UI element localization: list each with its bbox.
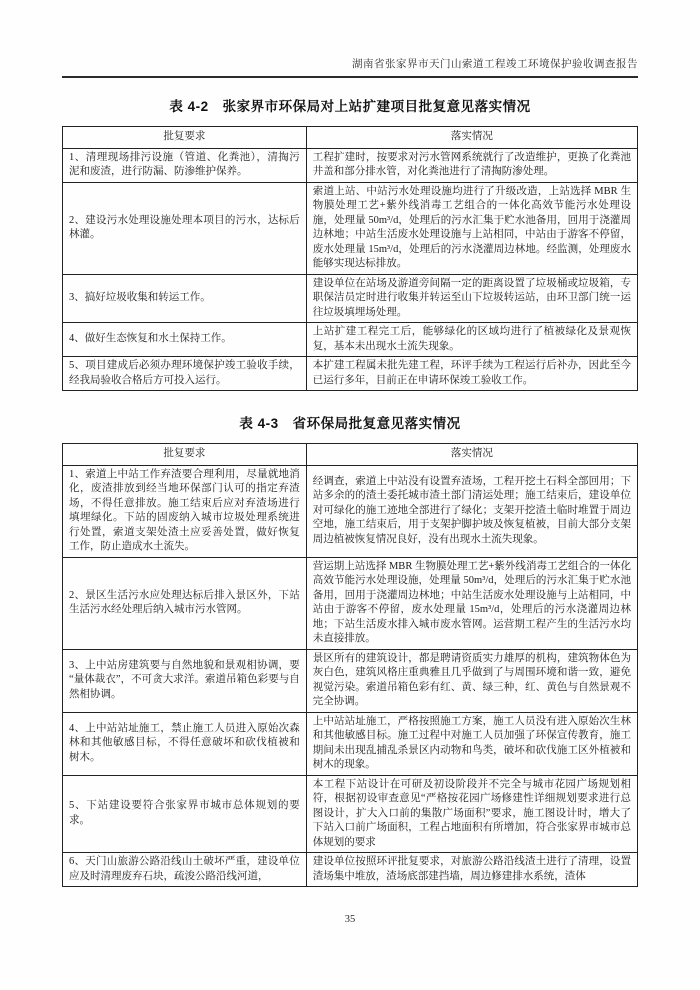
requirement-cell: 2、建设污水处理设施处理本项目的污水，达标后林灌。 — [63, 182, 307, 274]
requirement-cell: 4、上中站站址施工，禁止施工人员进入原始次森林和其他敏感目标，不得任意破坏和砍伐植被和树木。 — [63, 712, 307, 775]
implementation-cell: 本工程下站设计在可研及初设阶段并不完全与城市花园广场规划相符，根据初设审查意见“严格按花园广场修建性详细规划要求进行总图设计，扩大入口前的集散广场面积”要求，施工图设计时，增大了下站入口前广场面积，工程占地面积有所增加，符合张家界市城市总体规划的要求 — [306, 775, 637, 853]
column-header-implementation: 落实情况 — [306, 127, 637, 149]
implementation-cell: 建设单位按照环评批复要求，对旅游公路沿线渣土进行了清理，设置渣场集中堆放，渣场底部建挡墙，周边修建排水系统，渣体 — [306, 853, 637, 887]
implementation-cell: 景区所有的建筑设计，都是聘请资质实力雄厚的机构，建筑物体色为灰白色，建筑风格庄重典雅且几乎做到了与周围环境和谐一致，避免视觉污染。索道吊箱色彩有红、黄、绿三种，红、黄色与自然景观不完全协调。 — [306, 649, 637, 712]
requirement-cell: 1、清理现场排污设施（管道、化粪池），清掏污泥和废渣，进行防漏、防渗维护保养。 — [63, 148, 307, 182]
page-content — [62, 0, 638, 887]
table-row — [63, 712, 638, 775]
implementation-cell: 经调查，索道上中站没有设置弃渣场，工程开挖土石料全部回用；下站多余的的渣土委托城市渣土部门清运处理；施工结束后，建设单位对可绿化的施工迹地全部进行了绿化；支架开挖渣土临时堆置于周边空地，施工结束后，用于支架护脚护坡及恢复植被，目前大部分支架周边植被恢复情况良好，没有出现水土流失现象。 — [306, 465, 637, 557]
column-header-requirement: 批复要求 — [63, 127, 307, 149]
requirement-cell: 3、上中站房建筑要与自然地貌和景观相协调，要“量体裁衣”，不可贪大求洋。索道吊箱色彩要与自然相协调。 — [63, 649, 307, 712]
running-header-text: 湖南省张家界市天门山索道工程竣工环境保护验收调查报告 — [352, 59, 638, 70]
implementation-cell: 营运期上站选择 MBR 生物膜处理工艺+紫外线消毒工艺组合的一体化高效节能污水处理设施，处理量 50m³/d，处理后的污水汇集于贮水池备用，回用于浇灌周边林地；中站生活废水处理设施与上站相同，中站由于游客不停留，废水处理量 15m³/d，处理后的污水浇灌周边林地；下站生活废水排入城市废水管网。运营期工程产生的生活污水均未直接排放。 — [306, 557, 637, 649]
implementation-cell: 本扩建工程属未批先建工程，环评手续为工程运行后补办，因此至今已运行多年，目前正在申请环保竣工验收工作。 — [306, 357, 637, 391]
requirement-cell: 5、项目建成后必须办理环境保护竣工验收手续，经我局验收合格后方可投入运行。 — [63, 357, 307, 391]
table-4-3-label: 表 4-3 — [239, 416, 279, 431]
implementation-cell: 上中站站址施工，严格按照施工方案，施工人员没有进入原始次生林和其他敏感目标。施工过程中对施工人员加强了环保宣传教育，施工期间未出现乱捕乱杀景区内动物和鸟类，破坏和砍伐施工区外植被和树木的现象。 — [306, 712, 637, 775]
table-row — [63, 853, 638, 887]
table-4-2-caption: 张家界市环保局对上站扩建项目批复意见落实情况 — [222, 99, 531, 114]
requirement-cell: 3、搞好垃圾收集和转运工作。 — [63, 274, 307, 323]
table-4-3 — [62, 443, 638, 887]
table-row — [63, 357, 638, 391]
requirement-cell: 1、索道上中站工作弃渣要合理利用，尽量就地消化，废渣排放到经当地环保部门认可的指定弃渣场，不得任意排放。施工结束后应对弃渣场进行填埋绿化。下站的固废纳入城市垃圾处理系统进行处置，索道支架处渣土应妥善处置，做好恢复工作，防止造成水土流失。 — [63, 465, 307, 557]
table-row — [63, 649, 638, 712]
requirement-cell: 2、景区生活污水应处理达标后排入景区外，下站生活污水经处理后纳入城市污水管网。 — [63, 557, 307, 649]
table-4-3-caption: 省环保局批复意见落实情况 — [292, 416, 461, 431]
page-number: 35 — [344, 914, 356, 925]
implementation-cell: 建设单位在站场及游道旁间隔一定的距离设置了垃圾桶或垃圾箱，专职保洁员定时进行收集并转运至山下垃圾转运站，由环卫部门统一运往垃圾填埋场处理。 — [306, 274, 637, 323]
requirement-cell: 5、下站建设要符合张家界市城市总体规划的要求。 — [63, 775, 307, 853]
requirement-cell: 6、天门山旅游公路沿线山土破坏严重，建设单位应及时清理废弃石块，疏浚公路沿线河道， — [63, 853, 307, 887]
implementation-cell: 工程扩建时，按要求对污水管网系统就行了改造维护，更换了化粪池井盖和部分排水管，对化粪池进行了清掏防渗处理。 — [306, 148, 637, 182]
table-row — [63, 274, 638, 323]
table-header-row — [63, 444, 638, 466]
requirement-cell: 4、做好生态恢复和水土保持工作。 — [63, 323, 307, 357]
table-row — [63, 148, 638, 182]
table-row — [63, 775, 638, 853]
table-header-row — [63, 127, 638, 149]
column-header-implementation: 落实情况 — [306, 444, 637, 466]
implementation-cell: 索道上站、中站污水处理设施均进行了升级改造，上站选择 MBR 生物膜处理工艺+紫外线消毒工艺组合的一体化高效节能污水处理设施，处理量 50m³/d，处理后的污水汇集于贮水池备用，回用于浇灌周边林地；中站生活废水处理设施与上站相同，中站由于游客不停留，废水处理量 15m³/d，处理后的污水浇灌周边林地。经监测，处理废水能够实现达标排放。 — [306, 182, 637, 274]
table-4-2 — [62, 126, 638, 391]
table-4-2-title — [62, 95, 638, 115]
table-row — [63, 557, 638, 649]
table-4-2-label: 表 4-2 — [169, 99, 209, 114]
table-row — [63, 182, 638, 274]
running-header — [62, 56, 638, 78]
implementation-cell: 上站扩建工程完工后，能够绿化的区域均进行了植被绿化及景观恢复，基本未出现水土流失现象。 — [306, 323, 637, 357]
table-row — [63, 323, 638, 357]
column-header-requirement: 批复要求 — [63, 444, 307, 466]
table-row — [63, 465, 638, 557]
table-4-3-title — [62, 412, 638, 432]
